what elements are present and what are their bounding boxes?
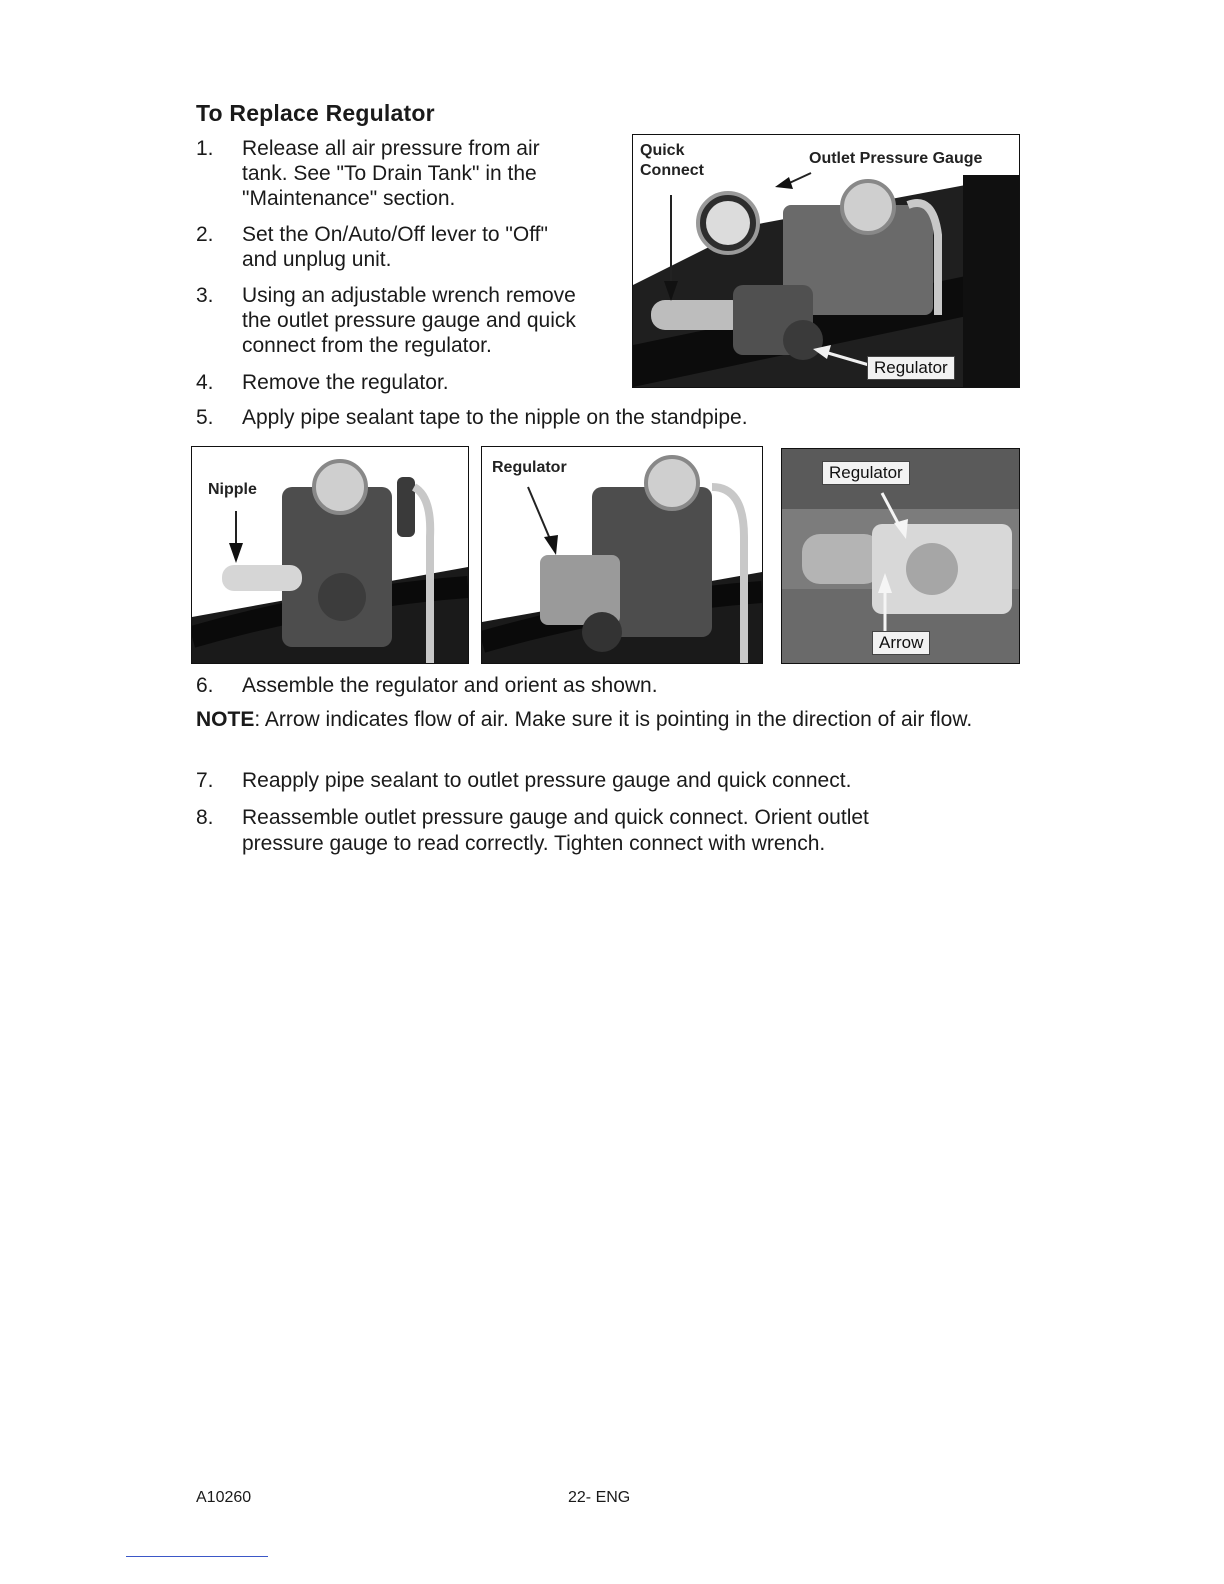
label-quick: Quick xyxy=(640,142,685,159)
step-number: 3. xyxy=(196,284,214,307)
step-4 xyxy=(196,370,616,398)
label-connect: Connect xyxy=(640,162,704,179)
step-number: 6. xyxy=(196,674,214,697)
regulator-photo xyxy=(482,447,762,663)
step-number: 8. xyxy=(196,806,214,829)
step-number: 5. xyxy=(196,406,214,429)
step-1 xyxy=(196,136,616,216)
figure-regulator-arrow xyxy=(781,448,1020,664)
step-text-line: tank. See "To Drain Tank" in the xyxy=(242,162,537,185)
figure-nipple xyxy=(191,446,469,664)
step-text-line: pressure gauge to read correctly. Tighten connect with wrench. xyxy=(242,832,826,855)
step-text-line: Remove the regulator. xyxy=(242,371,449,394)
step-3 xyxy=(196,283,626,363)
step-text-line: and unplug unit. xyxy=(242,248,392,271)
step-6 xyxy=(196,673,996,701)
note-label: NOTE xyxy=(196,708,255,731)
figure-regulator-assembly xyxy=(632,134,1020,388)
step-number: 1. xyxy=(196,137,214,160)
step-text-line: Apply pipe sealant tape to the nipple on the standpipe. xyxy=(242,406,748,429)
label-nipple: Nipple xyxy=(208,481,257,498)
note-text: : Arrow indicates flow of air. Make sure it is pointing in the direction of air flow. xyxy=(254,708,973,731)
page-heading: To Replace Regulator xyxy=(196,100,435,126)
step-number: 4. xyxy=(196,371,214,394)
page-number: 22- ENG xyxy=(568,1489,631,1506)
label-regulator: Regulator xyxy=(492,459,567,476)
step-7 xyxy=(196,768,996,796)
document-code: A10260 xyxy=(196,1489,252,1506)
step-text-line: the outlet pressure gauge and quick xyxy=(242,309,576,332)
footer-rule xyxy=(126,1556,268,1557)
step-text-line: "Maintenance" section. xyxy=(242,187,456,210)
step-text-line: Assemble the regulator and orient as shown. xyxy=(242,674,658,697)
step-text-line: Set the On/Auto/Off lever to "Off" xyxy=(242,223,548,246)
note-paragraph xyxy=(196,707,996,733)
label-arrow: Arrow xyxy=(872,631,930,655)
step-8 xyxy=(196,805,996,859)
step-text-line: Release all air pressure from air xyxy=(242,137,540,160)
step-number: 2. xyxy=(196,223,214,246)
nipple-photo xyxy=(192,447,468,663)
label-regulator: Regulator xyxy=(867,356,955,380)
step-text-line: Reassemble outlet pressure gauge and quick connect. Orient outlet xyxy=(242,806,869,829)
step-text-line: Reapply pipe sealant to outlet pressure gauge and quick connect. xyxy=(242,769,852,792)
label-regulator: Regulator xyxy=(822,461,910,485)
step-text-line: Using an adjustable wrench remove xyxy=(242,284,576,307)
step-5 xyxy=(196,405,996,433)
step-number: 7. xyxy=(196,769,214,792)
label-outlet-pressure-gauge: Outlet Pressure Gauge xyxy=(809,150,983,167)
step-text-line: connect from the regulator. xyxy=(242,334,492,357)
step-2 xyxy=(196,222,616,276)
figure-regulator xyxy=(481,446,763,664)
